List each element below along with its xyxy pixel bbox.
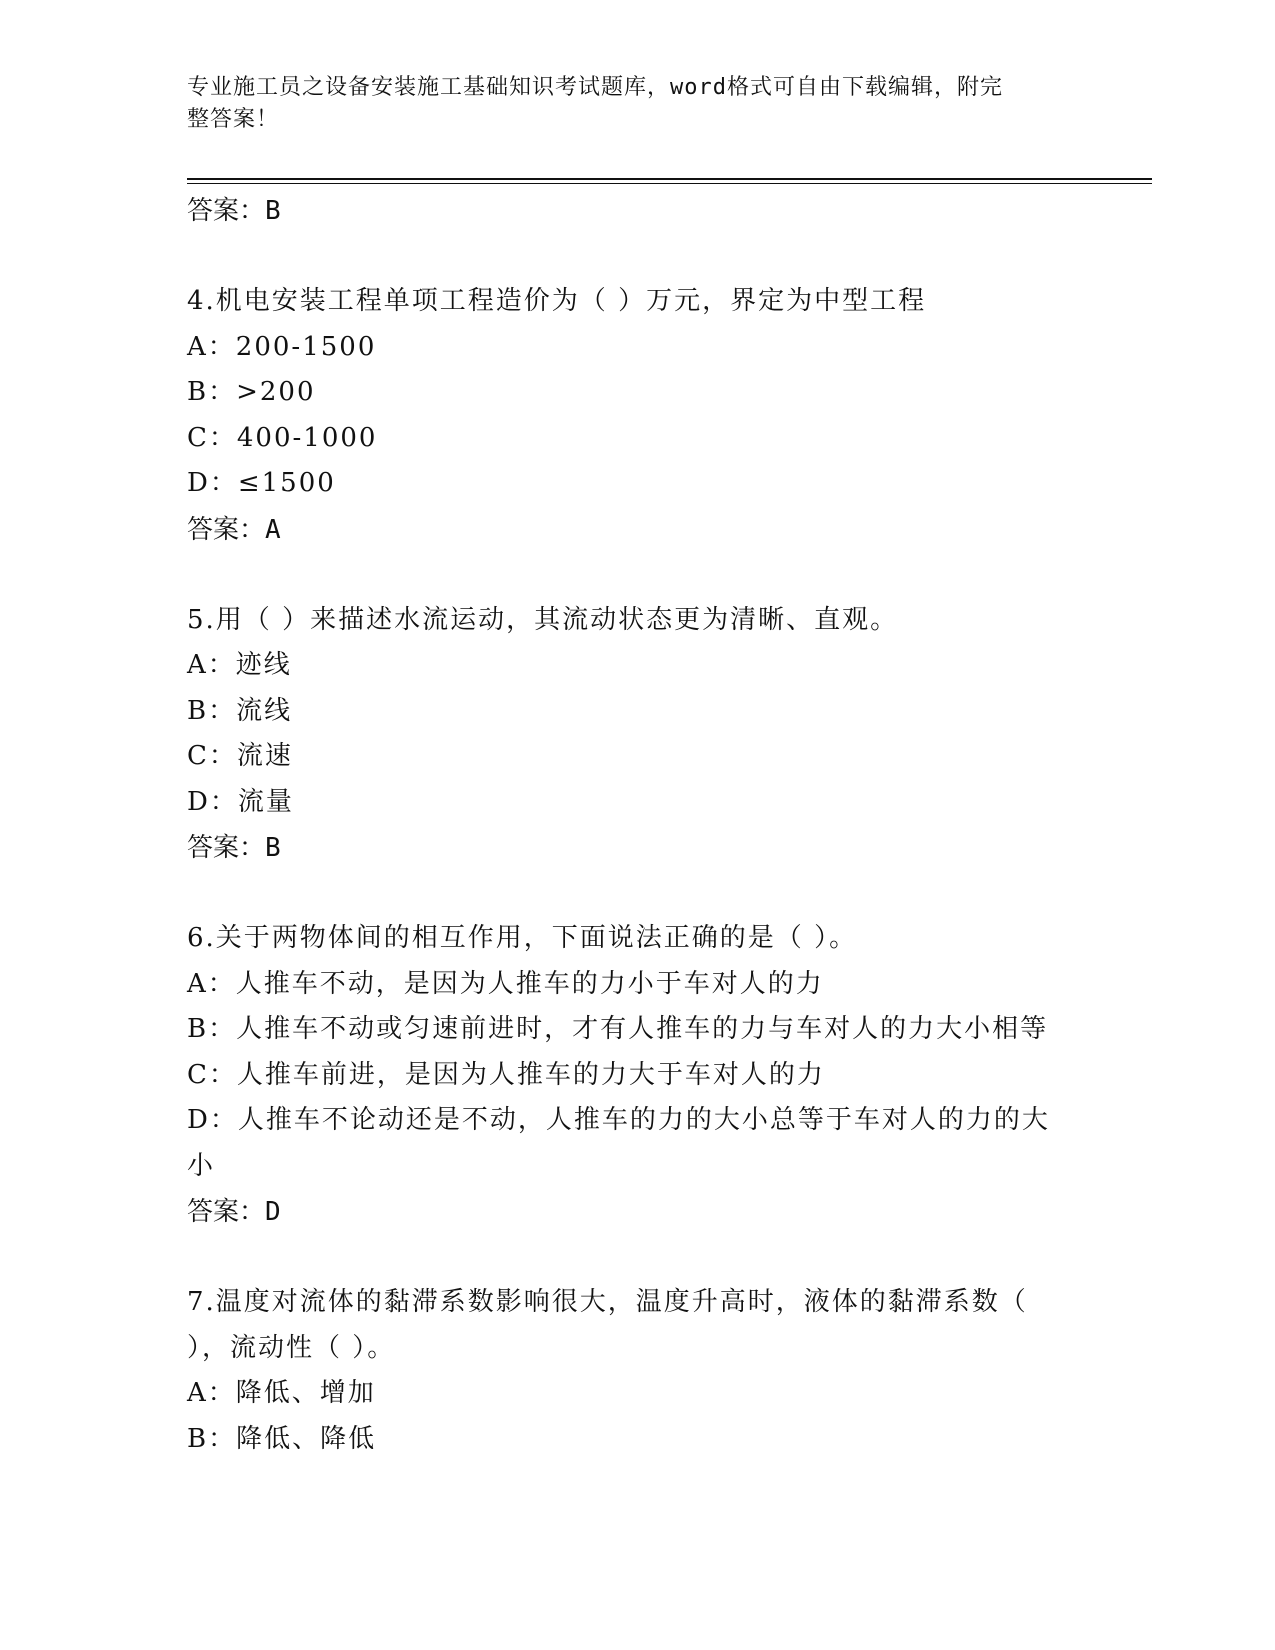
option-c: C：流速 xyxy=(187,741,293,771)
question-stem-line-1: 7.温度对流体的黏滞系数影响很大，温度升高时，液体的黏滞系数（ xyxy=(187,1287,1028,1317)
document-header xyxy=(187,72,1067,136)
option-a: A：人推车不动，是因为人推车的力小于车对人的力 xyxy=(187,968,824,999)
answer-q3: 答案：B xyxy=(187,196,281,226)
header-divider-thin xyxy=(187,183,1152,184)
header-line-2: 整答案！ xyxy=(187,107,280,132)
option-b: B：降低、降低 xyxy=(187,1423,377,1454)
option-a: A：迹线 xyxy=(187,650,292,680)
question-stem: 4.机电安装工程单项工程造价为（ ）万元，界定为中型工程 xyxy=(187,286,927,316)
option-b: B：>200 xyxy=(187,377,316,407)
header-line-1: 专业施工员之设备安装施工基础知识考试题库，word格式可自由下载编辑，附完 xyxy=(187,75,1003,100)
question-list xyxy=(187,188,1087,1462)
option-d: D：≤1500 xyxy=(187,468,336,498)
question-5 xyxy=(187,598,1087,872)
option-b: B：流线 xyxy=(187,695,293,726)
header-divider-thick xyxy=(187,178,1152,180)
question-6 xyxy=(187,916,1087,1235)
answer: 答案：D xyxy=(187,1197,281,1227)
option-a: A：200-1500 xyxy=(187,331,377,362)
option-b: B：人推车不动或匀速前进时，才有人推车的力与车对人的力大小相等 xyxy=(187,1014,1049,1044)
question-stem: 5.用（ ）来描述水流运动，其流动状态更为清晰、直观。 xyxy=(187,604,899,635)
option-a: A：降低、增加 xyxy=(187,1378,376,1408)
option-c: C：人推车前进，是因为人推车的力大于车对人的力 xyxy=(187,1059,825,1090)
question-4 xyxy=(187,279,1087,553)
answer: 答案：A xyxy=(187,514,281,545)
question-stem: 6.关于两物体间的相互作用，下面说法正确的是（ ）。 xyxy=(187,923,858,953)
option-d-continued: 小 xyxy=(187,1150,216,1181)
question-7 xyxy=(187,1280,1087,1462)
option-d: D：流量 xyxy=(187,786,294,817)
option-d: D：人推车不论动还是不动，人推车的力的大小总等于车对人的力的大 xyxy=(187,1105,1050,1135)
option-c: C：400-1000 xyxy=(187,422,378,453)
answer: 答案：B xyxy=(187,833,281,863)
question-stem-line-2: ），流动性（ ）。 xyxy=(187,1332,396,1363)
